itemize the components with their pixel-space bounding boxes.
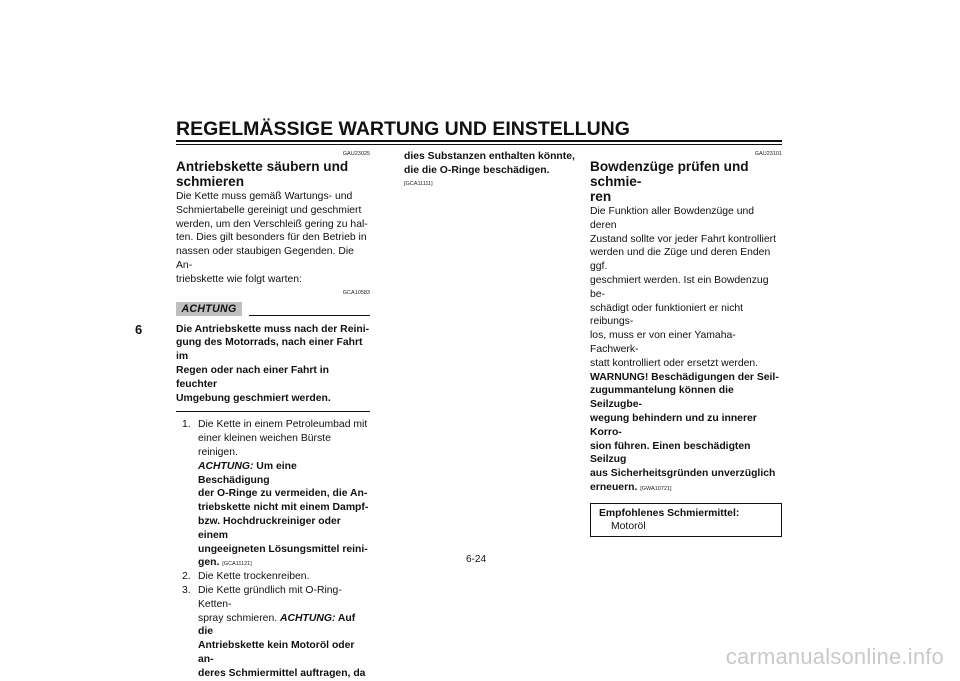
section-code: GAU23101	[754, 151, 782, 157]
page-title: REGELMÄSSIGE WARTUNG UND EINSTELLUNG	[176, 118, 630, 140]
column-2	[404, 150, 580, 188]
chapter-tab: 6	[135, 322, 143, 337]
warning-rule	[249, 315, 370, 316]
warning-header	[176, 299, 370, 319]
section-title-drive-chain: Antriebskette säubern und schmieren	[176, 159, 349, 189]
header-rule-thick	[176, 140, 782, 142]
list-item: 3. Die Kette gründlich mit O-Ring-Ketten- spray schmieren. ACHTUNG: Auf die Antriebskette kein Motoröl oder an- deres Schmiermittel auftragen, da	[182, 584, 366, 679]
achtung-badge: ACHTUNG	[176, 302, 242, 316]
recommended-label: Empfohlenes Schmiermittel:	[599, 507, 740, 519]
warning-code: GCA10583	[342, 289, 370, 296]
cables-paragraph: Die Funktion aller Bowdenzüge und deren Zustand sollte vor jeder Fahrt kontrolliert werden und die Züge und deren Enden ggf. geschmiert werden. Ist ein Bowdenzug be- schädigt oder funktioniert er nicht reibungs- los, muss er von einer Yamaha-Fachwerk- statt kontrolliert oder ersetzt werden.	[590, 206, 776, 369]
list-item: 1. Die Kette in einem Petroleumbad mit einer kleinen weichen Bürste reinigen. ACHTUNG: Um eine Beschädigung der O-Ringe zu vermeiden, die An- triebskette nicht mit einem Dampf- bzw. Hochdruckreiniger oder einem ungeeigneten Lösungsmittel reini- gen. [GCA11121]	[182, 419, 369, 569]
warning-end-rule	[176, 411, 370, 412]
caution-code: [GCA11111]	[404, 180, 433, 187]
recommended-lubricant-box	[590, 503, 782, 537]
page-number: 6-24	[466, 554, 487, 565]
column-3	[590, 150, 782, 537]
continuation-text: dies Substanzen enthalten könnte, die die O-Ringe beschädigen.	[404, 151, 575, 176]
warning-text: WARNUNG! Beschädigungen der Seil- zugummantelung können die Seilzugbe- wegung behindern und zu innerer Korro- sion führen. Einen beschädigten Seilzug aus Sicherheitsgründen unverzüglich erneuern. [GWA10721]	[590, 371, 779, 493]
watermark: carmanualsonline.info	[725, 644, 944, 669]
header-rule-thin	[176, 144, 782, 145]
section-code: GAU23025	[342, 151, 370, 157]
section-title-cables: Bowdenzüge prüfen und schmie- ren	[590, 159, 749, 204]
column-1	[176, 150, 370, 681]
warning-text: Die Antriebskette muss nach der Reini- gung des Motorrads, nach einer Fahrt im Regen oder nach einer Fahrt in feuchter Umgebung geschmiert werden.	[176, 323, 370, 404]
recommended-value: Motoröl	[611, 520, 646, 532]
steps-list	[182, 418, 370, 680]
intro-paragraph: Die Kette muss gemäß Wartungs- und Schmiertabelle gereinigt und geschmiert werden, um den Verschleiß gering zu hal- ten. Dies gilt besonders für den Betrieb in nassen oder staubigen Gegenden. Die An- triebskette wie folgt warten:	[176, 191, 368, 285]
list-item: 2. Die Kette trockenreiben.	[182, 571, 310, 583]
